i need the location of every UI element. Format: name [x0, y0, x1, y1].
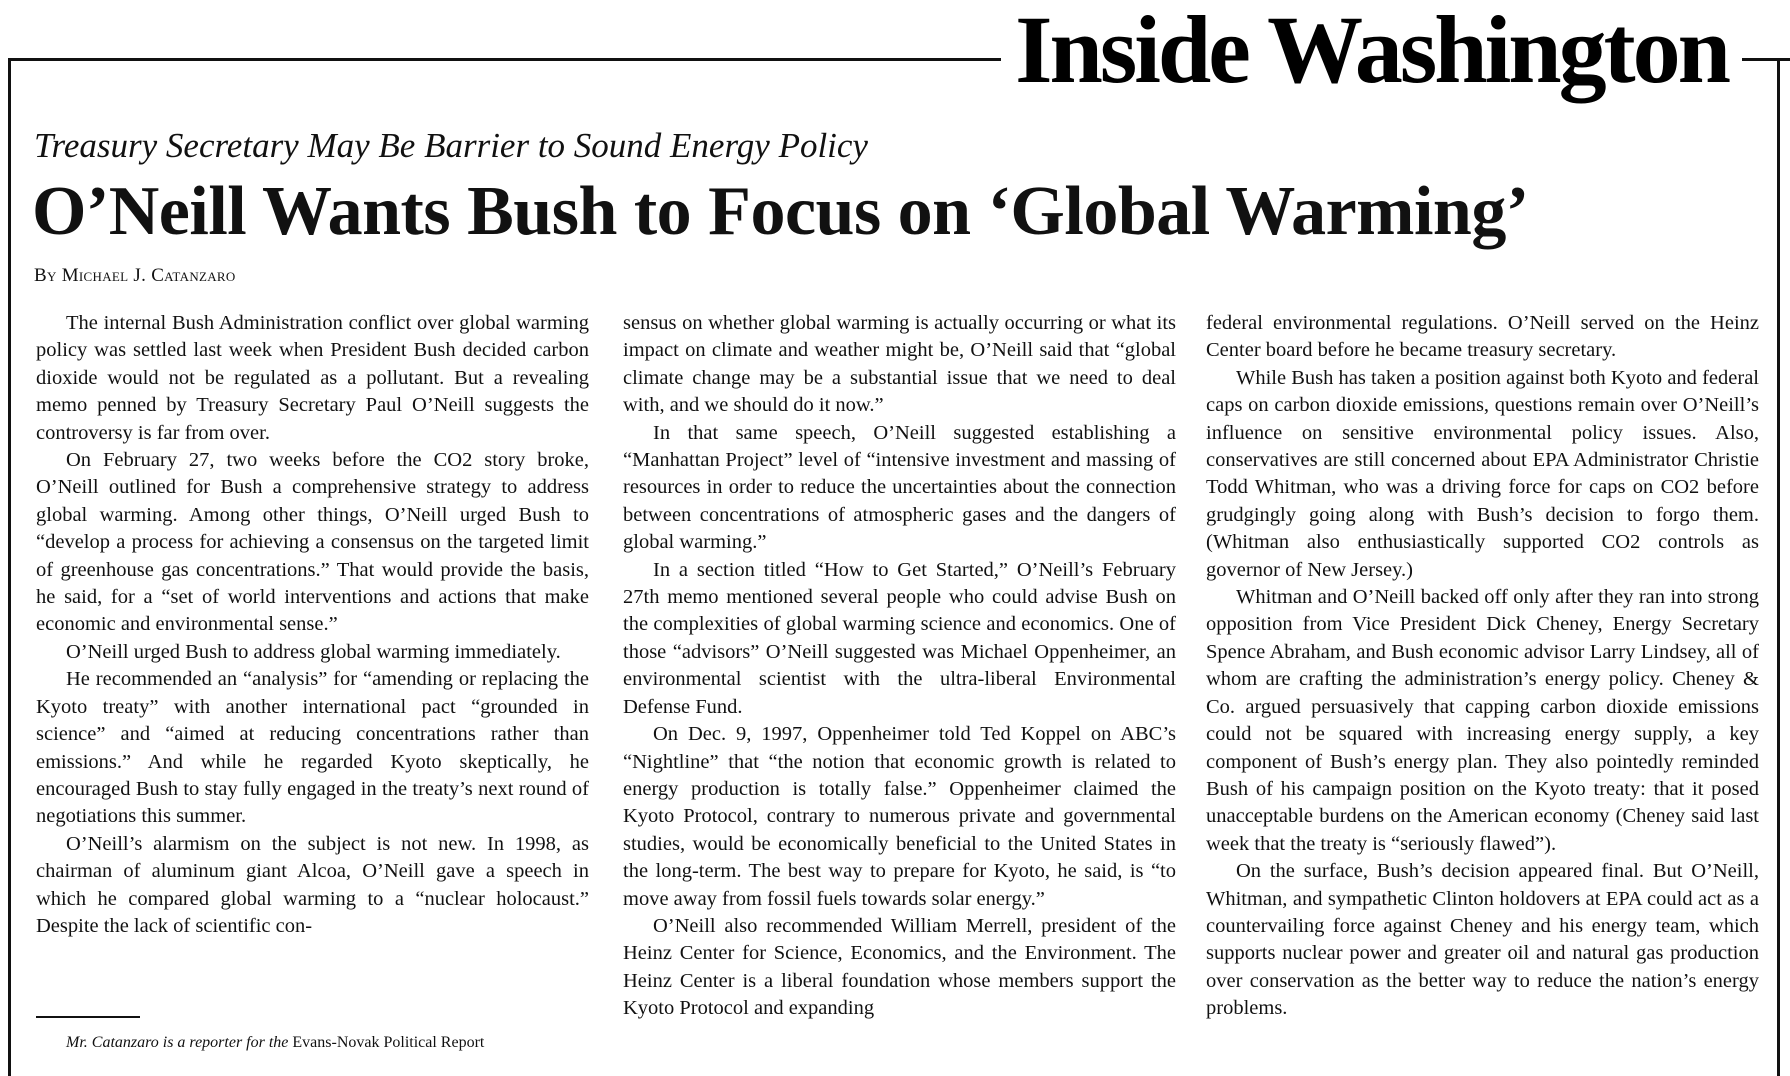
article-byline: By Michael J. Catanzaro	[34, 265, 236, 286]
section-masthead: Inside Washington	[1001, 0, 1742, 100]
article-paragraph: O’Neill urged Bush to address global warming immediately.	[66, 640, 561, 663]
article-paragraph: On the surface, Bush’s decision appeared final. But O’Neill, Whitman, and sympathetic Clinton holdovers at EPA could act as a countervailing force against Cheney and his energy team, which supports nuclear power and greater oil and natural gas production over conservation as the better way to reduce the nation’s energy problems.	[1206, 860, 1759, 1020]
article-paragraph: While Bush has taken a position against both Kyoto and federal caps on carbon dioxide emissions, questions remain over O’Neill’s influence on sensitive environmental policy issues. Also, conservatives are still concerned about EPA Administrator Christie Todd Whitman, who was a driving force for caps on CO2 before grudgingly going along with Bush’s decision to forgo them. (Whitman also enthusiastically supported CO2 controls as governor of New Jersey.)	[1206, 366, 1759, 581]
text-column-3	[1206, 310, 1759, 1023]
article-kicker: Treasury Secretary May Be Barrier to Sound Energy Policy	[34, 126, 868, 165]
article-headline: O’Neill Wants Bush to Focus on ‘Global Warming’	[32, 173, 1529, 250]
author-footnote	[66, 1033, 484, 1053]
footnote-text: Mr. Catanzaro is a reporter for the	[66, 1034, 293, 1051]
article-paragraph: He recommended an “analysis” for “amending or replacing the Kyoto treaty” with another international pact “grounded in science” and “aimed at reducing concentrations rather than emissions.” And while he regarded Kyoto skeptically, he encouraged Bush to stay fully engaged in the treaty’s next round of negotiations this summer.	[36, 668, 589, 828]
text-column-2	[623, 310, 1176, 1023]
footnote-rule	[36, 1016, 140, 1018]
article-paragraph: In a section titled “How to Get Started,” O’Neill’s February 27th memo mentioned several people who could advise Bush on the complexities of global warming science and economics. One of those “advisors” O’Neill suggested was Michael Oppenheimer, an environmental scientist with the ultra-liberal Environmental Defense Fund.	[623, 558, 1176, 718]
article-paragraph: On February 27, two weeks before the CO2 story broke, O’Neill outlined for Bush a comprehensive strategy to address global warming. Among other things, O’Neill urged Bush to “develop a process for achieving a consensus on the targeted limit of greenhouse gas concentrations.” That would provide the basis, he said, for a “set of world interventions and actions that make economic and environmental sense.”	[36, 449, 589, 636]
footnote-publication: Evans-Novak Political Report	[292, 1034, 485, 1051]
article-paragraph: sensus on whether global warming is actually occurring or what its impact on climate and weather might be, O’Neill said that “global climate change may be a substantial issue that we need to deal with, and we should do it now.”	[623, 312, 1176, 417]
masthead-rule	[1742, 58, 1790, 61]
article-paragraph: In that same speech, O’Neill suggested establishing a “Manhattan Project” level of “intensive investment and massing of resources in order to reduce the uncertainties about the connection between concentrations of atmospheric gases and the dangers of global warming.”	[623, 421, 1176, 554]
article-paragraph: Whitman and O’Neill backed off only after they ran into strong opposition from Vice President Dick Cheney, Energy Secretary Spence Abraham, and Bush economic advisor Larry Lindsey, all of whom are crafting the administration’s energy policy. Cheney & Co. argued persuasively that capping carbon dioxide emissions could not be squared with increasing energy supply, a key component of Bush’s energy plan. They also pointedly reminded Bush of his campaign position on the Kyoto treaty: that it posed unacceptable burdens on the American economy (Cheney said last week that the treaty is “seriously flawed”).	[1206, 586, 1759, 855]
article-paragraph: On Dec. 9, 1997, Oppenheimer told Ted Koppel on ABC’s “Nightline” that “the notion that economic growth is related to energy production is totally false.” Oppenheimer claimed the Kyoto Protocol, contrary to numerous private and governmental studies, would be economically beneficial to the United States in the long-term. The best way to prepare for Kyoto, he said, is “to move away from fossil fuels towards solar energy.”	[623, 723, 1176, 910]
article-paragraph: The internal Bush Administration conflict over global warming policy was settled last week when President Bush decided carbon dioxide would not be regulated as a pollutant. But a revealing memo penned by Treasury Secretary Paul O’Neill suggests the controversy is far from over.	[36, 312, 589, 444]
article-paragraph: O’Neill also recommended William Merrell, president of the Heinz Center for Science, Economics, and the Environment. The Heinz Center is a liberal foundation whose members support the Kyoto Protocol and expanding	[623, 914, 1176, 1020]
article-paragraph: federal environmental regulations. O’Neill served on the Heinz Center board before he became treasury secretary.	[1206, 312, 1759, 362]
article-paragraph: O’Neill’s alarmism on the subject is not new. In 1998, as chairman of aluminum giant Alcoa, O’Neill gave a speech in which he compared global warming to a “nuclear holocaust.” Despite the lack of scientific con-	[36, 832, 589, 937]
text-column-1	[36, 310, 589, 940]
